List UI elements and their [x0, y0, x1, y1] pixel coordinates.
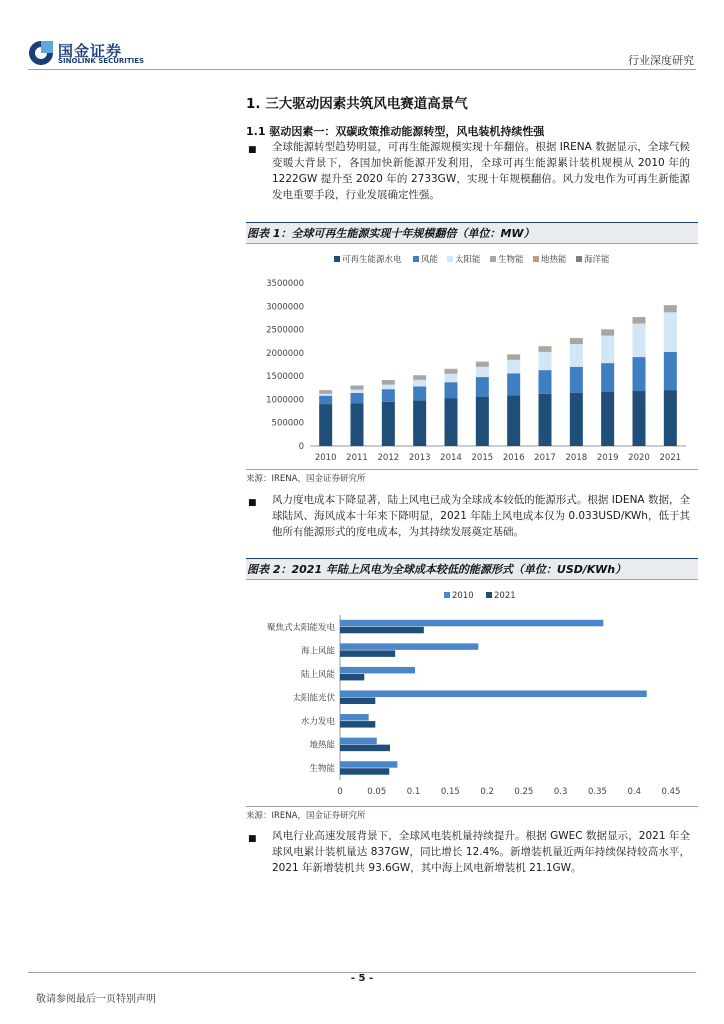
bar [340, 691, 647, 698]
x-tick-label: 2019 [596, 453, 619, 463]
bar-segment [445, 369, 458, 370]
bar-segment [319, 391, 332, 394]
bar [340, 698, 375, 705]
x-tick-label: 0.25 [514, 787, 534, 797]
bar [340, 721, 375, 728]
bar-segment [633, 357, 646, 391]
bar-segment [507, 354, 520, 355]
y-tick-label: 500000 [271, 418, 304, 429]
bar-segment [476, 362, 489, 367]
bar-segment [633, 324, 646, 358]
x-tick-label: 2012 [377, 453, 400, 463]
bar-segment [413, 380, 426, 387]
y-category-label: 生物能 [309, 764, 335, 775]
renewable-capacity-chart [246, 248, 698, 466]
bar-segment [539, 370, 552, 394]
bar-segment [413, 375, 426, 376]
bar-segment [570, 344, 583, 367]
bar-segment [382, 389, 395, 402]
legend-label: 生物能 [498, 255, 524, 265]
x-tick-label: 0 [337, 787, 343, 797]
x-tick-label: 0.35 [587, 787, 607, 797]
bar [340, 667, 415, 674]
bar-segment [570, 338, 583, 339]
legend-label: 2010 [452, 591, 474, 601]
bar-segment [664, 390, 677, 446]
x-tick-label: 2011 [346, 453, 368, 463]
section-title: 1. 三大驱动因素共筑风电赛道高景气 [246, 96, 468, 112]
y-tick-label: 2500000 [266, 325, 304, 336]
bar-segment [351, 390, 364, 393]
bar-segment [319, 396, 332, 404]
lcoe-comparison-chart [246, 585, 698, 803]
bar [340, 768, 389, 775]
x-tick-label: 2016 [502, 453, 525, 463]
figure-2-title: 图表 2：2021 年陆上风电为全球成本较低的能源形式（单位：USD/KWh） [247, 563, 627, 576]
y-tick-label: 1500000 [266, 372, 304, 383]
report-type-label: 行业深度研究 [628, 54, 694, 67]
legend-swatch [486, 592, 492, 598]
bar [340, 627, 424, 634]
x-tick-label: 2018 [565, 453, 588, 463]
page-number: - 5 - [350, 973, 374, 984]
x-tick-label: 2013 [408, 453, 431, 463]
bar [340, 620, 603, 627]
bullet-icon: ■ [248, 498, 257, 508]
x-tick-label: 0.2 [480, 787, 494, 797]
paragraph-2: 风力度电成本下降显著，陆上风电已成为全球成本较低的能源形式。根据 IDENA 数据，全球陆风、海风成本十年来下降明显，2021 年陆上风电成本仅为 0.033USD/KWh，低于其他所有能源形式的度电成本，为其持续发展奠定基础。 [272, 494, 690, 538]
y-category-label: 海上风能 [300, 646, 335, 657]
figure-2-source: 来源：IRENA，国金证券研究所 [246, 811, 366, 821]
x-tick-label: 0.1 [406, 787, 421, 797]
bar-segment [664, 306, 677, 313]
bar-segment [445, 398, 458, 446]
bar-segment [507, 360, 520, 374]
legend-label: 可再生能源水电 [342, 255, 402, 265]
y-tick-label: 1000000 [266, 395, 304, 406]
x-tick-label: 0.15 [440, 787, 460, 797]
bullet-icon: ■ [248, 834, 257, 844]
x-tick-label: 2020 [628, 453, 650, 463]
legend-label: 太阳能 [455, 255, 481, 265]
x-tick-label: 2017 [534, 453, 556, 463]
legend-swatch [413, 256, 419, 262]
bar-segment [664, 352, 677, 390]
bar-segment [507, 395, 520, 446]
bar-segment [633, 391, 646, 446]
y-tick-label: 0 [298, 442, 304, 452]
bar [340, 738, 377, 745]
legend-swatch [533, 256, 539, 262]
disclaimer-note: 敬请参阅最后一页特别声明 [36, 994, 156, 1005]
x-tick-label: 2015 [471, 453, 494, 463]
bar-segment [445, 382, 458, 398]
bar-segment [476, 397, 489, 446]
logo-chinese-text: 国金证券 [58, 42, 123, 60]
bar-segment [476, 377, 489, 397]
figure-1-title: 图表 1：全球可再生能源实现十年规模翻倍（单位：MW） [247, 227, 535, 240]
logo-english-text: SINOLINK SECURITIES [58, 57, 145, 65]
bar-segment [413, 376, 426, 380]
bar [340, 714, 369, 721]
bar-segment [601, 392, 614, 446]
figure-1-source: 来源：IRENA，国金证券研究所 [246, 474, 366, 484]
bar [340, 674, 364, 681]
bar-segment [319, 394, 332, 396]
legend-swatch [444, 592, 450, 598]
bar-segment [633, 317, 646, 318]
paragraph-3: 风电行业高速发展背景下，全球风电装机量持续提升。根据 GWEC 数据显示，2021 年全球风电累计装机量达 837GW，同比增长 12.4%。新增装机量近两年持续保持较高水平，2021 年新增装机共 93.6GW，其中海上风电新增装机 21.1GW。 [272, 830, 690, 874]
y-category-label: 太阳能光伏 [292, 693, 335, 704]
x-tick-label: 2010 [314, 453, 337, 463]
header-divider [28, 69, 696, 70]
y-category-label: 水力发电 [300, 717, 335, 728]
legend-swatch [447, 256, 453, 262]
bar-segment [601, 363, 614, 392]
bullet-icon: ■ [248, 145, 257, 155]
legend-label: 地热能 [541, 255, 567, 265]
bar-segment [601, 336, 614, 363]
y-tick-label: 2000000 [266, 348, 304, 359]
bar-segment [507, 373, 520, 395]
y-category-label: 地热能 [309, 740, 335, 751]
legend-swatch [576, 256, 582, 262]
bar-segment [539, 347, 552, 352]
bar-segment [445, 374, 458, 382]
legend-label: 海洋能 [584, 255, 610, 265]
bar-segment [445, 369, 458, 373]
bar-segment [413, 386, 426, 400]
bar-segment [476, 362, 489, 363]
x-tick-label: 2014 [440, 453, 462, 463]
bar-segment [601, 329, 614, 330]
bar-segment [570, 339, 583, 344]
x-tick-label: 0.45 [661, 787, 681, 797]
y-category-label: 陆上风能 [300, 669, 335, 680]
bar-segment [601, 330, 614, 336]
x-tick-label: 2021 [659, 453, 682, 463]
sinolink-logo-icon [28, 40, 54, 66]
bar-segment [539, 346, 552, 347]
bar-segment [476, 367, 489, 377]
bar-segment [319, 404, 332, 446]
bar-segment [351, 386, 364, 390]
bar-segment [507, 355, 520, 360]
x-tick-label: 0.05 [367, 787, 387, 797]
legend-swatch [490, 256, 496, 262]
x-tick-label: 0.3 [553, 787, 568, 797]
bar-segment [664, 312, 677, 352]
y-category-label: 聚焦式太阳能发电 [266, 622, 335, 633]
bar-segment [382, 380, 395, 381]
bar-segment [570, 367, 583, 393]
figure-2-source-divider [246, 806, 698, 807]
bar-segment [570, 393, 583, 446]
paragraph-1: 全球能源转型趋势明显，可再生能源规模实现十年翻倍。根据 IRENA 数据显示，全球气候变暖大背景下，各国加快新能源开发利用，全球可再生能源累计装机规模从 2010 年的 1222GW 提升至 2020 年的 2733GW，实现十年规模翻倍。风力发电作为可再生新能源发电重要手段，行业发展确定性强。 [272, 141, 690, 201]
y-tick-label: 3000000 [266, 302, 304, 313]
bar-segment [351, 393, 364, 403]
bar-segment [539, 352, 552, 370]
figure-1-source-divider [246, 469, 698, 470]
legend-swatch [334, 256, 340, 262]
x-tick-label: 0.4 [627, 787, 641, 797]
bar-segment [413, 400, 426, 446]
bar-segment [382, 402, 395, 446]
bar-segment [382, 385, 395, 390]
legend-label: 2021 [494, 591, 516, 601]
bar [340, 745, 390, 752]
bar [340, 761, 397, 768]
bar-segment [382, 381, 395, 385]
bar-segment [664, 305, 677, 306]
bar-segment [539, 394, 552, 446]
y-tick-label: 3500000 [266, 279, 304, 289]
bar [340, 650, 395, 657]
bar [340, 643, 478, 650]
legend-label: 风能 [421, 255, 439, 265]
bar-segment [351, 403, 364, 446]
bar-segment [633, 318, 646, 324]
section-subtitle: 1.1 驱动因素一：双碳政策推动能源转型，风电装机持续性强 [246, 125, 545, 138]
